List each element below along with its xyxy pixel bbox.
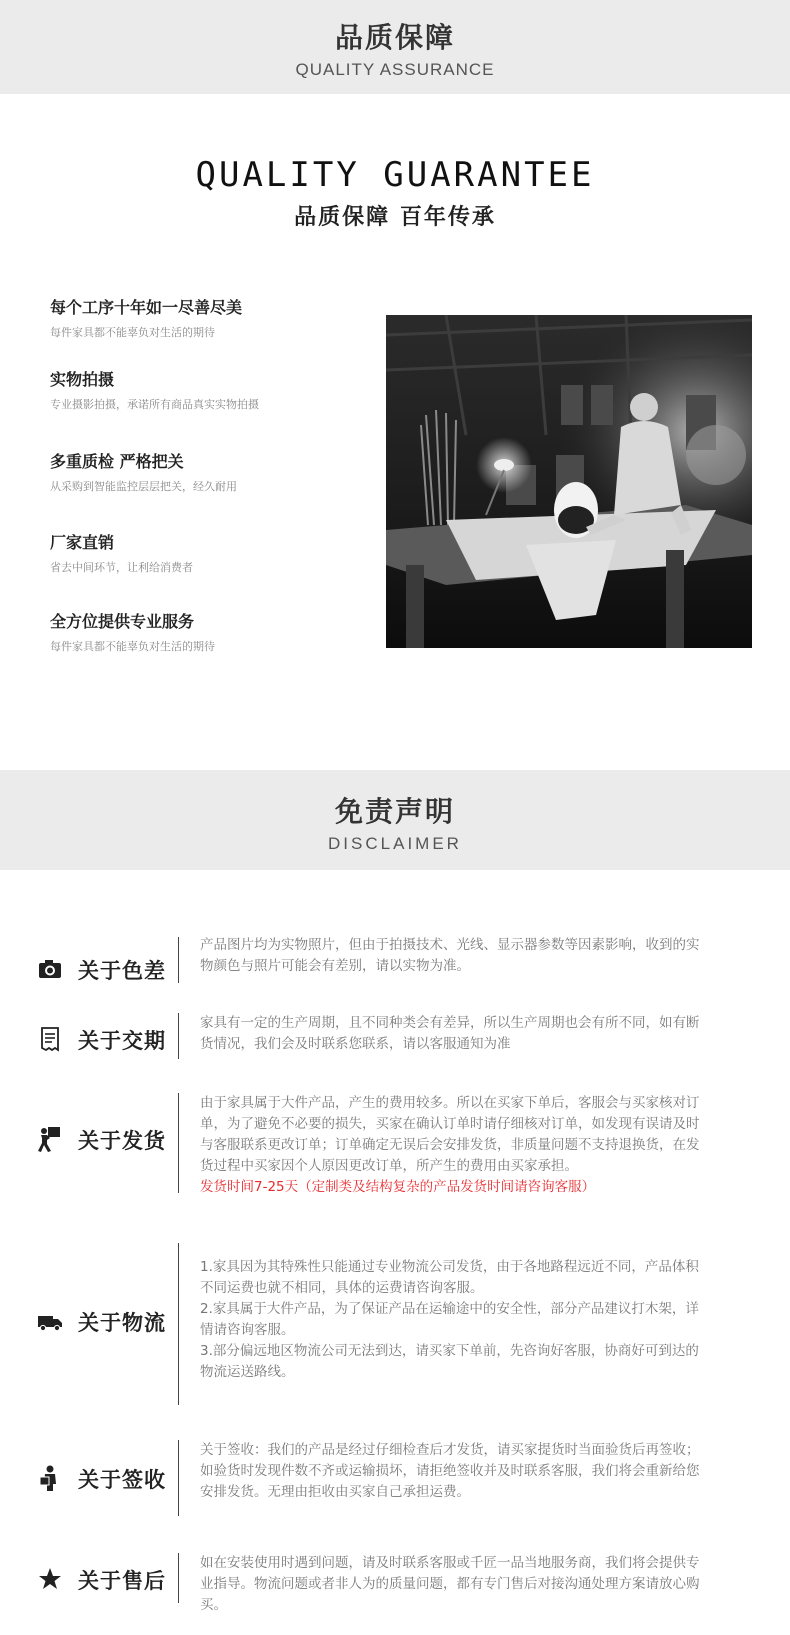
divider-line	[178, 1243, 179, 1405]
divider-line	[178, 1013, 179, 1059]
feature-title: 每个工序十年如一尽善尽美	[50, 298, 243, 317]
disclaimer-text: 家具有一定的生产周期，且不同种类会有差异，所以生产周期也会有所不同，如有断货情况，我们会及时联系您联系，请以客服通知为准	[200, 1015, 700, 1052]
guarantee-title-cn: 品质保障 百年传承	[294, 205, 496, 230]
star-icon	[36, 1565, 64, 1593]
feature-item	[50, 370, 370, 412]
person-package-icon	[36, 1464, 64, 1492]
feature-item	[50, 298, 370, 340]
document-icon	[36, 1025, 64, 1053]
quality-header-title: 品质保障	[334, 21, 455, 54]
divider-line	[178, 1553, 179, 1603]
disclaimer-label: 关于物流	[78, 1311, 166, 1335]
disclaimer-text: 1.家具因为其特殊性只能通过专业物流公司发货，由于各地路程远近不同，产品体积不同运费也就不相同，具体的运费请咨询客服。 2.家具属于大件产品，为了保证产品在运输途中的安全性，部分产品建议打木架，详情请咨询客服。 3.部分偏远地区物流公司无法到达，请买家下单前，先咨询好客服，协商好可到达的物流运送路线。	[200, 1259, 699, 1380]
shipping-time-note: 发货时间7-25天（定制类及结构复杂的产品发货时间请咨询客服）	[200, 1179, 596, 1195]
disclaimer-label: 关于交期	[78, 1029, 166, 1053]
guarantee-title-en: QUALITY GUARANTEE	[195, 155, 595, 195]
craftsman-workshop-photo	[386, 315, 752, 648]
disclaimer-text: 关于签收：我们的产品是经过仔细检查后才发货，请买家提货时当面验货后再签收；如验货时发现件数不齐或运输损坏，请拒绝签收并及时联系客服，我们将会重新给您安排发货。无理由拒收由买家自己承担运费。	[200, 1442, 700, 1500]
quality-header-band	[0, 0, 790, 94]
feature-desc: 从采购到智能监控层层把关，经久耐用	[50, 480, 237, 493]
disclaimer-text: 由于家具属于大件产品，产生的费用较多。所以在买家下单后，客服会与买家核对订单，为了避免不必要的损失，买家在确认订单时请仔细核对订单，如发现有误请及时与客服联系更改订单；订单确定无误后会安排发货，非质量问题不支持退换货，在发货过程中买家因个人原因更改订单，所产生的费用由买家承担。 发货时间7-25天（定制类及结构复杂的产品发货时间请咨询客服）	[200, 1093, 700, 1198]
disclaimer-label: 关于售后	[78, 1569, 166, 1593]
feature-desc: 省去中间环节，让利给消费者	[50, 561, 193, 574]
disclaimer-text: 如在安装使用时遇到问题，请及时联系客服或千匠一品当地服务商，我们将会提供专业指导。物流问题或者非人为的质量问题，都有专门售后对接沟通处理方案请放心购买。	[200, 1555, 700, 1613]
divider-line	[178, 1440, 179, 1516]
feature-desc: 专业摄影拍摄，承诺所有商品真实实物拍摄	[50, 398, 259, 411]
divider-line	[178, 1093, 179, 1193]
disclaimer-header-subtitle: DISCLAIMER	[328, 834, 462, 853]
disclaimer-text: 产品图片均为实物照片，但由于拍摄技术、光线、显示器参数等因素影响，收到的实物颜色与照片可能会有差别，请以实物为准。	[200, 937, 700, 974]
camera-icon	[36, 955, 64, 983]
disclaimer-label: 关于发货	[78, 1129, 166, 1153]
disclaimer-header-title: 免责声明	[334, 795, 455, 828]
disclaimer-label: 关于色差	[78, 959, 166, 983]
feature-desc: 每件家具都不能辜负对生活的期待	[50, 326, 215, 339]
disclaimer-label: 关于签收	[78, 1468, 166, 1492]
disclaimer-header-band	[0, 770, 790, 870]
feature-title: 全方位提供专业服务	[50, 612, 195, 631]
feature-desc: 每件家具都不能辜负对生活的期待	[50, 640, 215, 653]
feature-item	[50, 612, 370, 654]
feature-title: 实物拍摄	[50, 370, 115, 389]
truck-icon	[36, 1307, 64, 1335]
delivery-person-icon	[36, 1125, 64, 1153]
feature-item	[50, 452, 370, 494]
feature-item	[50, 533, 370, 575]
feature-title: 多重质检 严格把关	[50, 452, 184, 471]
quality-header-subtitle: QUALITY ASSURANCE	[295, 60, 495, 79]
divider-line	[178, 937, 179, 983]
feature-title: 厂家直销	[50, 533, 115, 552]
